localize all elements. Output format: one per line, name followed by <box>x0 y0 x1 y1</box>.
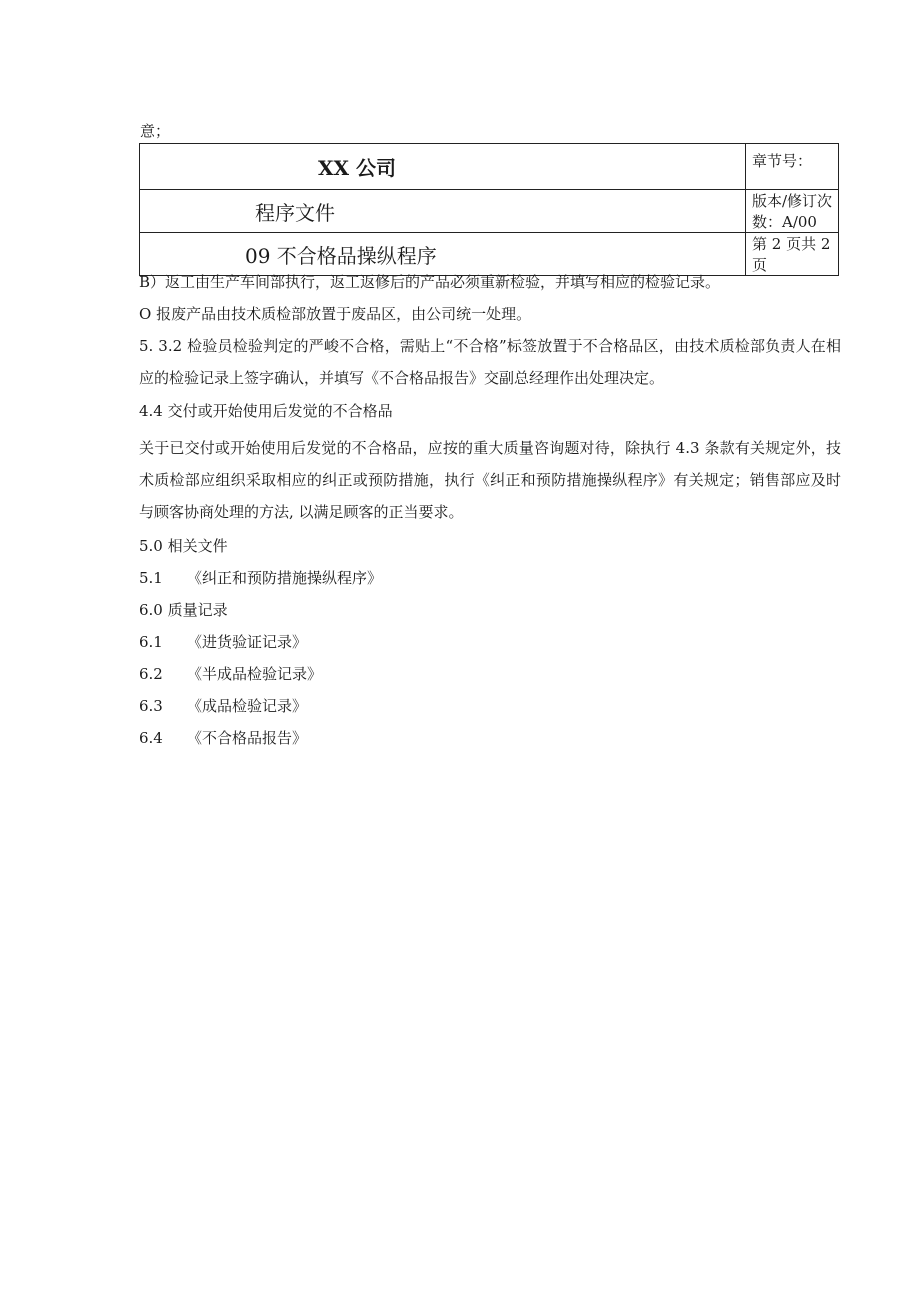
heading-6-0: 6.0 质量记录 <box>139 601 228 619</box>
list-item-number: 6.2 <box>139 665 163 683</box>
list-item-number: 6.4 <box>139 729 163 747</box>
paragraph-5-3-2: 5. 3.2 检验员检验判定的严峻不合格，需贴上“不合格”标签放置于不合格品区，由技术质检部负责人在相应的检验记录上签字确认，并填写《不合格品报告》交副总经理作出处理决定。 <box>139 337 841 387</box>
list-item-6-1 <box>139 626 841 658</box>
list-item-number: 5.1 <box>139 569 163 587</box>
chapter-label: 章节号： <box>746 144 839 190</box>
paragraph-4-4: 关于已交付或开始使用后发觉的不合格品，应按的重大质量咨询题对待，除执行 4.3 条款有关规定外，技术质检部应组织采取相应的纠正或预防措施，执行《纠正和预防措施操纵程序》有关规定；销售部应及时与顾客协商处理的方法, 以满足顾客的正当要求。 <box>139 439 841 521</box>
list-item-number: 6.3 <box>139 697 163 715</box>
list-item-text: 《成品检验记录》 <box>187 697 308 715</box>
document-header-table <box>139 143 839 276</box>
list-item-number: 6.1 <box>139 633 163 651</box>
paragraph-b: B）返工由生产车间部执行，返工返修后的产品必须重新检验，并填写相应的检验记录。 <box>139 273 721 291</box>
list-item-text: 《不合格品报告》 <box>187 729 308 747</box>
page-number: 第 2 页共 2 页 <box>746 233 839 276</box>
lead-text: 意； <box>140 122 171 140</box>
list-item-6-2 <box>139 658 841 690</box>
list-item-6-3 <box>139 690 841 722</box>
heading-5-0: 5.0 相关文件 <box>139 537 228 555</box>
list-item-6-4 <box>139 722 841 754</box>
list-item-5-1 <box>139 562 841 594</box>
doc-title: 09 不合格品操纵程序 <box>140 233 746 276</box>
version-label: 版本/修订次数：A/00 <box>746 190 839 233</box>
paragraph-o: O 报废产品由技术质检部放置于废品区，由公司统一处理。 <box>139 305 532 323</box>
list-item-text: 《进货验证记录》 <box>187 633 308 651</box>
list-item-text: 《纠正和预防措施操纵程序》 <box>187 569 383 587</box>
doc-type: 程序文件 <box>140 190 746 233</box>
heading-4-4: 4.4 交付或开始使用后发觉的不合格品 <box>139 402 393 420</box>
list-item-text: 《半成品检验记录》 <box>187 665 323 683</box>
company-name: XX 公司 <box>140 144 746 190</box>
